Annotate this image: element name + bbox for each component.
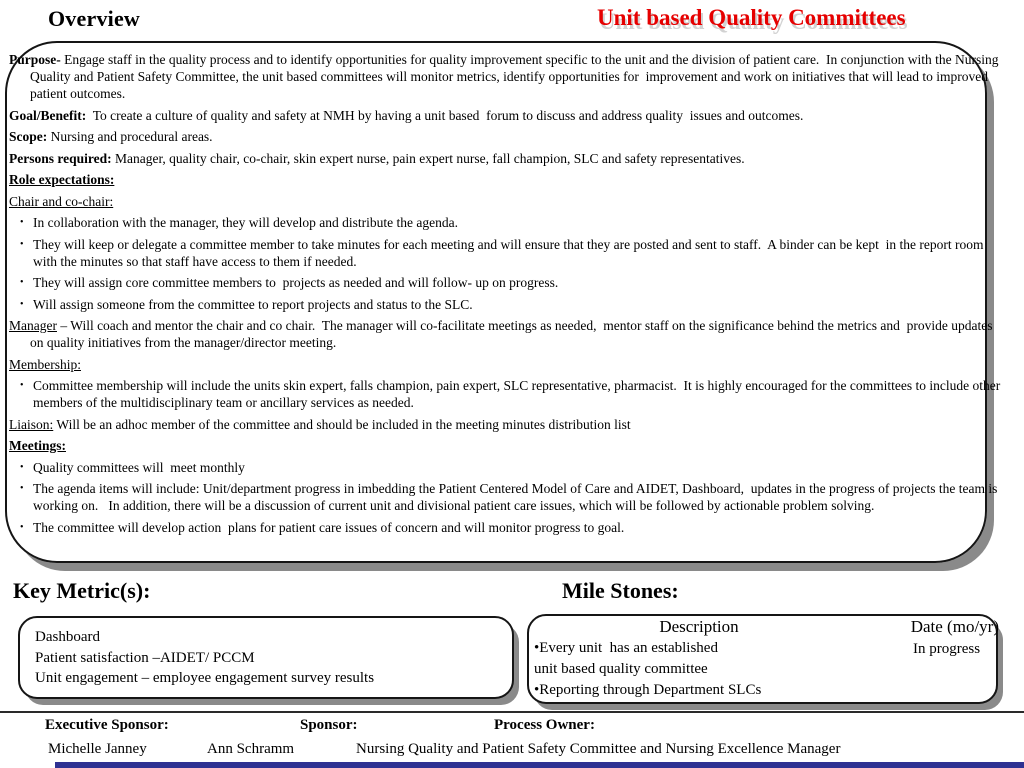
milestone-row-3-description: •Reporting through Department SLCs <box>534 682 762 698</box>
overview-content <box>9 51 1008 540</box>
liaison-label: Liaison: <box>9 416 54 432</box>
milestones-col-description: Description <box>659 617 739 636</box>
key-metric-line: Dashboard <box>35 629 100 645</box>
chair-bullet-item: • In collaboration with the manager, they will develop and distribute the agenda. <box>9 214 1008 231</box>
meetings-bullet-item: • The committee will develop action plans for patient care issues of concern and will monitor progress to goal. <box>9 519 1008 536</box>
footer-divider <box>0 711 1024 713</box>
meetings-bullet-item: • Quality committees will meet monthly <box>9 459 1008 476</box>
executive-sponsor-name: Michelle Janney <box>48 741 147 757</box>
meetings-heading <box>9 437 1008 454</box>
meetings-bullet-item: • The agenda items will include: Unit/department progress in imbedding the Patient Centered Model of Care and AIDET, Dashboard, updates in the progress of projects the team is working on. In addition, there will be a discussion of current unit and divisional patient care issues, which will be followed by actionable problem solving. <box>9 480 1008 514</box>
process-owner-name: Nursing Quality and Patient Safety Committee and Nursing Excellence Manager <box>356 741 841 757</box>
scope-text: Nursing and procedural areas. <box>47 129 213 144</box>
goal-text: To create a culture of quality and safety at NMH by having a unit based forum to discuss and address quality issues and outcomes. <box>86 107 804 123</box>
manager-label: Manager <box>9 318 57 333</box>
key-metric-line: Unit engagement – employee engagement survey results <box>35 670 375 686</box>
scope-paragraph <box>9 128 1008 145</box>
chair-bullet-item: • They will keep or delegate a committee member to take minutes for each meeting and will ensure that they are posted and sent to staff. A binder can be kept in the report room with the minutes so that staff have access to them if needed. <box>9 236 1008 270</box>
purpose-label: Purpose- <box>9 52 61 67</box>
goal-paragraph <box>9 107 1008 124</box>
goal-label: Goal/Benefit: <box>9 107 87 123</box>
meetings-label: Meetings: <box>9 438 66 453</box>
sponsor-name: Ann Schramm <box>207 741 295 757</box>
milestones-title: Mile Stones: <box>562 578 679 603</box>
scope-label: Scope: <box>9 129 48 144</box>
membership-bullet-item: • Committee membership will include the units skin expert, falls champion, pain expert, SLC representative, pharmacist. It is highly encouraged for the committees to include other members of the multidisciplinary team or ancillary services as needed. <box>9 377 1008 411</box>
bottom-accent-bar <box>55 762 1024 768</box>
key-metric-line: Patient satisfaction –AIDET/ PCCM <box>35 649 255 666</box>
membership-label: Membership: <box>9 356 81 372</box>
persons-required-paragraph <box>9 150 1008 167</box>
executive-sponsor-label: Executive Sponsor: <box>45 717 169 733</box>
role-expectations-label: Role expectations: <box>9 172 115 187</box>
chair-bullet-item: • They will assign core committee members to projects as needed and will follow- up on progress. <box>9 274 1008 291</box>
role-expectations-heading <box>9 171 1008 188</box>
purpose-paragraph <box>9 51 1008 102</box>
overview-title: Overview <box>48 6 141 31</box>
milestones-panel <box>527 614 998 704</box>
milestone-row-1-description: •Every unit has an established <box>534 640 718 656</box>
key-metrics-title: Key Metric(s): <box>13 578 151 603</box>
persons-required-label: Persons required: <box>9 150 112 166</box>
membership-heading <box>9 356 1008 373</box>
milestone-row-1-status: In progress <box>913 641 981 657</box>
chair-cochair-label: Chair and co-chair: <box>9 193 114 209</box>
manager-text: – Will coach and mentor the chair and co chair. The manager will co-facilitate meetings as needed, mentor staff on the significance behind the metrics and provide updates on quality initiatives from the manager/director meeting. <box>30 318 996 350</box>
chair-cochair-heading <box>9 193 1008 210</box>
slide-title: Unit based Quality Committees <box>597 5 906 30</box>
liaison-paragraph <box>9 416 1008 433</box>
purpose-text: Engage staff in the quality process and to identify opportunities for quality improvement specific to the unit and the division of patient care. In conjunction with the Nursing Quality and Patient Safety Committee, the unit based committees will monitor metrics, identify opportunities for improvement and work on initiatives that will lead to improved patient outcomes. <box>30 52 1002 101</box>
key-metrics-panel <box>18 616 514 699</box>
liaison-text: Will be an adhoc member of the committee and should be included in the meeting minutes distribution list <box>53 416 631 432</box>
milestone-row-2-description: unit based quality committee <box>534 661 708 677</box>
sponsor-label: Sponsor: <box>300 717 358 733</box>
milestones-col-date: Date (mo/yr) <box>910 617 999 636</box>
process-owner-label: Process Owner: <box>494 717 595 733</box>
persons-required-text: Manager, quality chair, co-chair, skin expert nurse, pain expert nurse, fall champion, SLC and safety representatives. <box>111 150 745 166</box>
manager-paragraph <box>9 317 1008 351</box>
chair-bullet-item: • Will assign someone from the committee to report projects and status to the SLC. <box>9 296 1008 313</box>
